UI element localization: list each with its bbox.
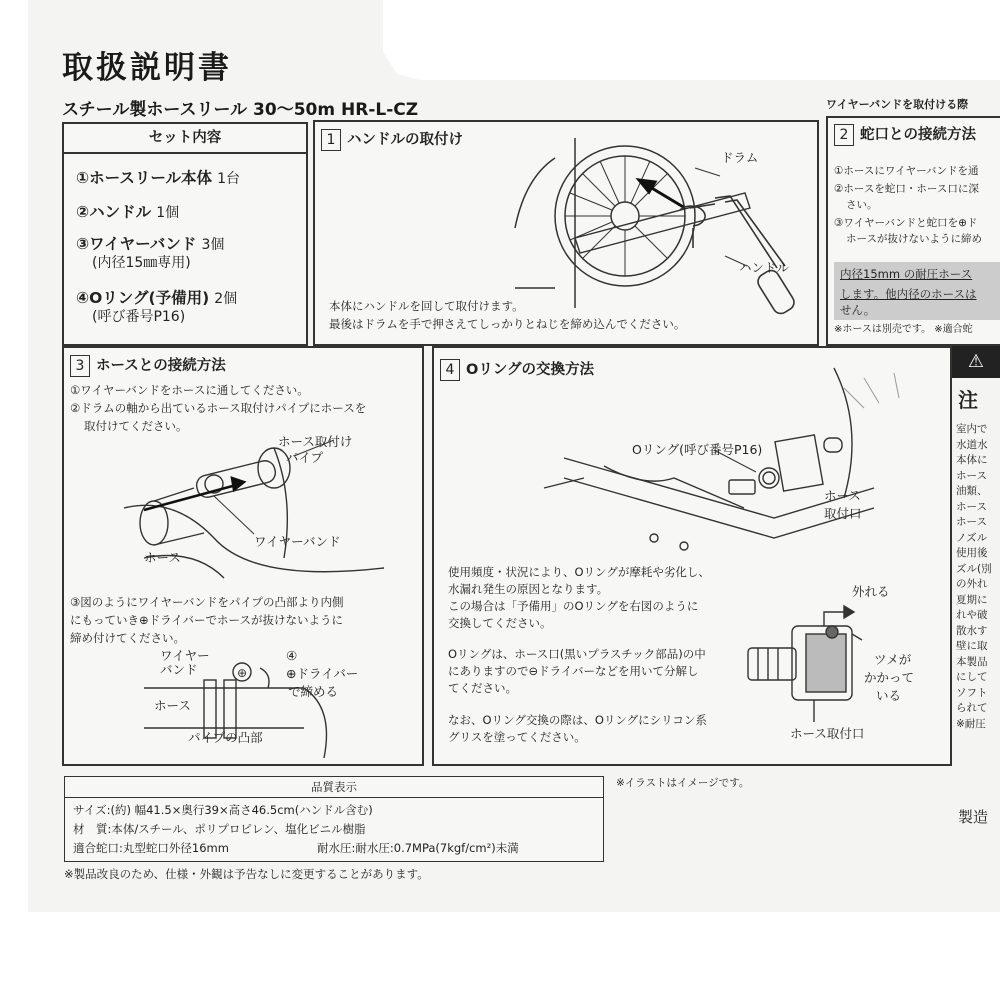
set-item-2 bbox=[76, 202, 179, 222]
step-number: 2 bbox=[834, 124, 854, 146]
product-subtitle: スチール製ホースリール 30〜50m HR-L-CZ bbox=[62, 100, 419, 120]
warning-item: 本体に bbox=[956, 454, 988, 466]
section-2-line-1: ①ホースにワイヤーバンドを通 bbox=[834, 165, 979, 177]
label-hose: ホース bbox=[144, 550, 181, 565]
label-hose-pipe-1: ホース取付け bbox=[278, 434, 353, 449]
warning-heading: 注 bbox=[958, 388, 978, 412]
reel-illustration bbox=[515, 138, 815, 308]
section-handle bbox=[313, 120, 819, 346]
section-4-p2-1: Oリングは、ホース口(黒いプラスチック部品)の中 bbox=[448, 647, 706, 661]
set-item-4 bbox=[76, 288, 237, 326]
section-4-p1-1: 使用頻度・状況により、Oリングが摩耗や劣化し、 bbox=[448, 565, 710, 579]
section-2-notice-box bbox=[834, 262, 1000, 320]
warning-item: 水道水 bbox=[956, 438, 988, 451]
warning-item: ホース bbox=[956, 516, 987, 528]
section-4-p2-3: てください。 bbox=[448, 681, 517, 695]
label-drum: ドラム bbox=[721, 150, 759, 165]
warning-item: 油類、 bbox=[956, 485, 988, 497]
section-4-p3-1: なお、Oリング交換の際は、Oリングにシリコン系 bbox=[448, 713, 707, 727]
top-right-note: ワイヤーバンドを取付ける際 bbox=[826, 98, 969, 111]
drum-wheel bbox=[515, 138, 750, 308]
warning-list bbox=[956, 422, 992, 732]
quality-pressure: 耐水圧:耐水圧:0.7MPa(7kgf/cm²)未満 bbox=[317, 841, 519, 855]
set-item-name: ④Oリング(予備用) bbox=[76, 289, 210, 307]
warning-item: 使用後 bbox=[956, 547, 988, 559]
heading-text: ホースとの接続方法 bbox=[96, 358, 226, 374]
warning-item: ホース bbox=[956, 469, 987, 482]
set-item-qty: 1個 bbox=[156, 205, 180, 221]
heading-text: ハンドルの取付け bbox=[347, 132, 463, 148]
label-hose-2: ホース bbox=[154, 698, 191, 713]
warning-column bbox=[952, 346, 1000, 766]
heading-text: 蛇口との接続方法 bbox=[860, 127, 976, 143]
set-item-3 bbox=[76, 234, 224, 272]
warning-item: ソフト bbox=[956, 686, 988, 699]
label-hose-port-2: 取付口 bbox=[824, 506, 862, 521]
label-wire-band-2b: バンド bbox=[160, 662, 198, 677]
set-contents-heading: セット内容 bbox=[64, 124, 306, 154]
section-2-line-2: ②ホースを蛇口・ホース口に深 bbox=[834, 183, 979, 195]
section-4-p1-4: 交換してください。 bbox=[448, 616, 552, 630]
label-step-4-tighten: で締める bbox=[288, 684, 339, 699]
section-3-line-2: ②ドラムの軸から出ているホース取付けパイプにホースを bbox=[70, 401, 367, 415]
warning-item: の外れ bbox=[956, 578, 988, 590]
set-item-qty: 3個 bbox=[201, 237, 225, 253]
label-remove: 外れる bbox=[852, 584, 890, 599]
product-change-note: ※製品改良のため、仕様・外観は予告なしに変更することがあります。 bbox=[64, 867, 429, 881]
section-hose bbox=[62, 346, 424, 766]
label-hose-port-1: ホース bbox=[824, 488, 861, 503]
section-faucet bbox=[826, 116, 1000, 346]
section-2-line-3: さい。 bbox=[846, 199, 878, 211]
section-1-heading bbox=[321, 128, 463, 151]
set-item-name: ③ワイヤーバンド bbox=[76, 235, 197, 253]
set-item-qty: 2個 bbox=[214, 291, 238, 307]
label-wire-band-2a: ワイヤー bbox=[160, 648, 210, 663]
label-claw-1: ツメが bbox=[874, 652, 912, 667]
label-pipe-bump: パイプの凸部 bbox=[188, 730, 263, 745]
arrow bbox=[639, 180, 685, 208]
quality-size: サイズ:(約) 幅41.5×奥行39×高さ46.5cm(ハンドル含む) bbox=[73, 803, 373, 817]
label-step-4-driver: ⊕ドライバー bbox=[286, 666, 359, 681]
section-2-line-4: ③ワイヤーバンドと蛇口を⊕ド bbox=[834, 217, 978, 229]
warning-item: ホース bbox=[956, 500, 987, 513]
illustration-note: ※イラストはイメージです。 bbox=[616, 777, 750, 789]
warning-sign-bar bbox=[952, 346, 1000, 378]
section-1-text-1: 本体にハンドルを回して取付けます。 bbox=[329, 299, 524, 313]
quality-heading: 品質表示 bbox=[65, 777, 603, 798]
quality-material: 材 質:本体/スチール、ポリプロピレン、塩化ビニル樹脂 bbox=[73, 822, 366, 836]
step-number: 3 bbox=[70, 355, 90, 377]
set-item-qty: 1台 bbox=[217, 171, 241, 187]
quality-faucet: 適合蛇口:丸型蛇口外径16mm bbox=[73, 841, 229, 855]
section-4-p3-2: グリスを塗ってください。 bbox=[448, 730, 586, 744]
section-3-heading bbox=[70, 354, 226, 377]
section-4-p2-2: にありますので⊖ドライバーなどを用いて分解し bbox=[448, 664, 699, 678]
hose-port-detail-illustration bbox=[744, 596, 884, 736]
section-2-heading bbox=[834, 123, 976, 146]
warning-triangle-icon: ⚠ bbox=[967, 351, 985, 372]
label-claw-2: かかって bbox=[864, 670, 915, 685]
handle-crank bbox=[680, 196, 797, 316]
label-handle: ハンドル bbox=[739, 260, 790, 275]
warning-item: ※耐圧 bbox=[956, 717, 986, 730]
heading-text: Oリングの交換方法 bbox=[466, 362, 595, 378]
section-3-line-3: 取付けてください。 bbox=[84, 419, 188, 433]
set-contents-box bbox=[62, 122, 308, 346]
section-3-line-4: ③図のようにワイヤーバンドをパイプの凸部より内側 bbox=[70, 595, 344, 609]
set-item-name: ①ホースリール本体 bbox=[76, 169, 213, 187]
notice-line-1: 内径15mm の耐圧ホース bbox=[840, 267, 973, 281]
set-item-sub: (内径15㎜専用) bbox=[92, 255, 191, 271]
quality-box bbox=[64, 776, 604, 862]
section-3-line-1: ①ワイヤーバンドをホースに通してください。 bbox=[70, 383, 309, 397]
label-port: ホース取付口 bbox=[790, 726, 865, 741]
notice-line-3: せん。 bbox=[840, 303, 876, 317]
section-1-text-2: 最後はドラムを手で押さえてしっかりとねじを締め込んでください。 bbox=[329, 317, 686, 331]
section-oring bbox=[432, 346, 952, 766]
oring-frame-illustration bbox=[544, 368, 944, 568]
warning-item: 本製品 bbox=[956, 655, 988, 668]
set-item-name: ②ハンドル bbox=[76, 203, 152, 221]
warning-item: 壁に取 bbox=[956, 640, 988, 652]
set-item-1 bbox=[76, 168, 240, 188]
section-2-note: ※ホースは別売です。 ※適合蛇 bbox=[834, 324, 973, 335]
label-hose-pipe-2: パイプ bbox=[286, 450, 324, 465]
warning-item: られて bbox=[956, 702, 988, 714]
set-item-sub: (呼び番号P16) bbox=[92, 309, 186, 325]
warning-item: 夏期に bbox=[956, 593, 988, 606]
section-3-line-5: にもっていき⊕ドライバーでホースが抜けないように bbox=[70, 613, 343, 627]
warning-item: ノズル bbox=[956, 531, 988, 544]
label-step-4: ④ bbox=[286, 648, 298, 663]
svg-text:⊕: ⊕ bbox=[237, 666, 248, 680]
warning-item: にして bbox=[956, 671, 988, 683]
section-3-line-6: 締め付けてください。 bbox=[70, 631, 185, 645]
warning-item: 散水す bbox=[956, 624, 988, 637]
manufacturer-label: 製造 bbox=[958, 808, 989, 826]
notice-line-2: します。他内径のホースは bbox=[840, 287, 977, 301]
label-oring: Oリング(呼び番号P16) bbox=[632, 442, 763, 457]
warning-item: ズル(別 bbox=[956, 562, 992, 575]
label-wire-band: ワイヤーバンド bbox=[254, 534, 341, 549]
warning-item: れや破 bbox=[956, 609, 988, 621]
page-title: 取扱説明書 bbox=[62, 50, 232, 86]
step-number: 1 bbox=[321, 129, 341, 151]
label-claw-3: いる bbox=[876, 688, 902, 703]
warning-item: 室内で bbox=[956, 423, 988, 435]
section-4-p1-2: 水漏れ発生の原因となります。 bbox=[448, 582, 609, 596]
section-2-line-5: ホースが抜けないように締め bbox=[846, 233, 982, 245]
step-number: 4 bbox=[440, 359, 460, 381]
section-4-p1-3: この場合は「予備用」のOリングを右図のように bbox=[448, 599, 699, 613]
